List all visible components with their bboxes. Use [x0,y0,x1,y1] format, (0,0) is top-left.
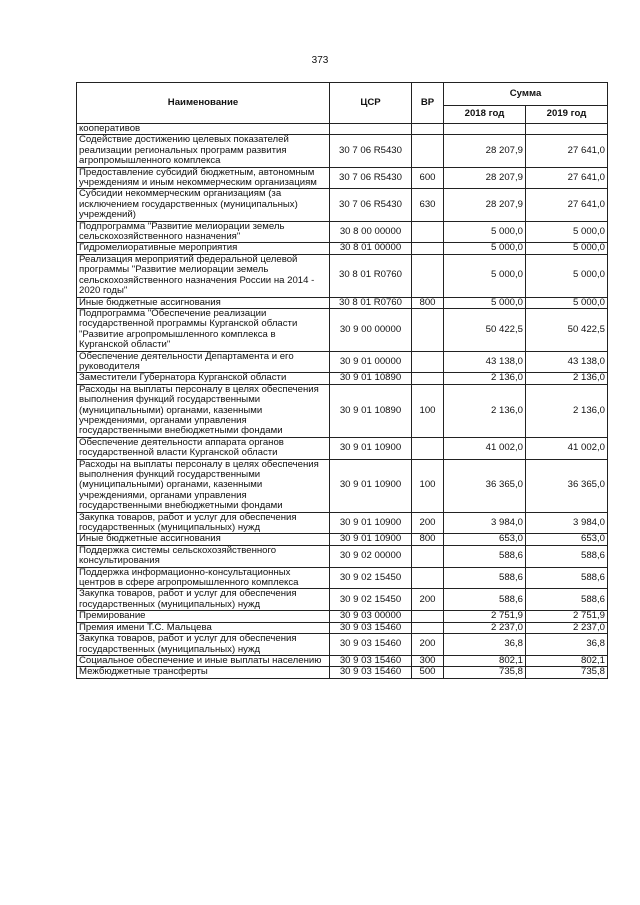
row-name-cell: Социальное обеспечение и иные выплаты населению [77,655,330,666]
row-vr-cell [412,124,444,135]
row-2018-cell: 50 422,5 [444,308,526,351]
row-2018-cell: 2 136,0 [444,373,526,384]
row-2018-cell: 41 002,0 [444,437,526,459]
row-2019-cell [526,124,608,135]
row-csr-cell: 30 9 01 10900 [330,534,412,545]
row-2019-cell: 802,1 [526,655,608,666]
row-name-cell: Иные бюджетные ассигнования [77,297,330,308]
row-vr-cell [412,221,444,243]
row-csr-cell: 30 9 03 15460 [330,655,412,666]
table-row [77,189,608,221]
row-2019-cell: 2 136,0 [526,384,608,437]
table-row [77,634,608,656]
row-2018-cell: 28 207,9 [444,135,526,167]
row-csr-cell: 30 9 01 10900 [330,512,412,534]
row-name-cell: Иные бюджетные ассигнования [77,534,330,545]
row-csr-cell: 30 9 02 15450 [330,567,412,589]
row-vr-cell: 100 [412,459,444,512]
row-2018-cell: 5 000,0 [444,254,526,297]
table-row [77,512,608,534]
row-name-cell: Расходы на выплаты персоналу в целях обеспечения выполнения функций государственными (муниципальными) органами, казенными учреждениями, органами управления государственными внебюджетными фондами [77,384,330,437]
row-name-cell: Поддержка системы сельскохозяйственного консультирования [77,545,330,567]
row-vr-cell [412,545,444,567]
row-2019-cell: 27 641,0 [526,167,608,189]
row-2019-cell: 5 000,0 [526,221,608,243]
row-2018-cell: 588,6 [444,589,526,611]
row-2019-cell: 653,0 [526,534,608,545]
row-csr-cell: 30 9 01 10890 [330,384,412,437]
header-csr: ЦСР [330,83,412,124]
row-vr-cell: 630 [412,189,444,221]
row-2018-cell: 2 237,0 [444,622,526,633]
row-name-cell: Реализация мероприятий федеральной целевой программы "Развитие мелиорации земель сельскохозяйственного назначения России на 2014 - 2020 годы" [77,254,330,297]
row-2019-cell: 5 000,0 [526,297,608,308]
row-name-cell: Закупка товаров, работ и услуг для обеспечения государственных (муниципальных) нужд [77,589,330,611]
row-2018-cell: 5 000,0 [444,243,526,254]
row-2018-cell: 2 136,0 [444,384,526,437]
table-row [77,534,608,545]
row-vr-cell [412,611,444,622]
row-name-cell: Предоставление субсидий бюджетным, автономным учреждениям и иным некоммерческим организациям [77,167,330,189]
row-csr-cell: 30 9 01 10890 [330,373,412,384]
table-row [77,567,608,589]
row-csr-cell [330,124,412,135]
row-2019-cell: 27 641,0 [526,135,608,167]
header-year-2018: 2018 год [444,106,526,124]
row-name-cell: Заместители Губернатора Курганской области [77,373,330,384]
row-name-cell: Межбюджетные трансферты [77,667,330,678]
row-csr-cell: 30 9 03 15460 [330,622,412,633]
table-row [77,611,608,622]
header-year-2019: 2019 год [526,106,608,124]
row-csr-cell: 30 7 06 R5430 [330,167,412,189]
row-2019-cell: 2 237,0 [526,622,608,633]
row-csr-cell: 30 8 01 00000 [330,243,412,254]
table-row [77,124,608,135]
row-csr-cell: 30 8 00 00000 [330,221,412,243]
row-name-cell: Закупка товаров, работ и услуг для обеспечения государственных (муниципальных) нужд [77,512,330,534]
row-name-cell: Содействие достижению целевых показателей реализации региональных программ развития агропромышленного комплекса [77,135,330,167]
row-csr-cell: 30 8 01 R0760 [330,297,412,308]
row-2018-cell: 36 365,0 [444,459,526,512]
row-csr-cell: 30 7 06 R5430 [330,189,412,221]
row-2019-cell: 27 641,0 [526,189,608,221]
row-vr-cell [412,622,444,633]
row-vr-cell [412,437,444,459]
row-csr-cell: 30 9 02 00000 [330,545,412,567]
row-name-cell: Подпрограмма "Развитие мелиорации земель сельскохозяйственного назначения" [77,221,330,243]
row-name-cell: Закупка товаров, работ и услуг для обеспечения государственных (муниципальных) нужд [77,634,330,656]
row-name-cell: Гидромелиоративные мероприятия [77,243,330,254]
row-2019-cell: 5 000,0 [526,254,608,297]
row-vr-cell [412,243,444,254]
row-vr-cell [412,308,444,351]
row-2019-cell: 5 000,0 [526,243,608,254]
row-name-cell: кооперативов [77,124,330,135]
row-2019-cell: 735,8 [526,667,608,678]
row-vr-cell [412,373,444,384]
row-vr-cell: 200 [412,512,444,534]
row-vr-cell: 100 [412,384,444,437]
table-row [77,589,608,611]
row-name-cell: Премирование [77,611,330,622]
row-2018-cell: 5 000,0 [444,297,526,308]
header-sum: Сумма [444,83,608,106]
row-2019-cell: 588,6 [526,545,608,567]
row-2018-cell: 802,1 [444,655,526,666]
table-row [77,167,608,189]
row-vr-cell: 200 [412,589,444,611]
row-name-cell: Премия имени Т.С. Мальцева [77,622,330,633]
table-row [77,373,608,384]
row-csr-cell: 30 9 00 00000 [330,308,412,351]
row-2018-cell: 588,6 [444,545,526,567]
row-csr-cell: 30 8 01 R0760 [330,254,412,297]
row-2019-cell: 36,8 [526,634,608,656]
row-csr-cell: 30 9 02 15450 [330,589,412,611]
row-name-cell: Расходы на выплаты персоналу в целях обеспечения выполнения функций государственными (муниципальными) органами, казенными учреждениями, органами управления государственными внебюджетными фондами [77,459,330,512]
header-name: Наименование [77,83,330,124]
row-vr-cell: 200 [412,634,444,656]
row-csr-cell: 30 9 01 10900 [330,437,412,459]
table-row [77,351,608,373]
row-vr-cell: 800 [412,534,444,545]
row-vr-cell: 600 [412,167,444,189]
row-name-cell: Субсидии некоммерческим организациям (за исключением государственных (муниципальных) учреждений) [77,189,330,221]
table-row [77,667,608,678]
row-2018-cell [444,124,526,135]
row-2019-cell: 50 422,5 [526,308,608,351]
row-csr-cell: 30 9 01 10900 [330,459,412,512]
table-row [77,459,608,512]
row-2019-cell: 588,6 [526,589,608,611]
row-vr-cell: 800 [412,297,444,308]
budget-table [76,82,608,679]
row-vr-cell [412,254,444,297]
row-vr-cell [412,351,444,373]
row-2018-cell: 3 984,0 [444,512,526,534]
row-2018-cell: 2 751,9 [444,611,526,622]
row-csr-cell: 30 9 03 15460 [330,634,412,656]
row-vr-cell: 500 [412,667,444,678]
row-name-cell: Обеспечение деятельности аппарата органов государственной власти Курганской области [77,437,330,459]
row-name-cell: Обеспечение деятельности Департамента и его руководителя [77,351,330,373]
row-2018-cell: 5 000,0 [444,221,526,243]
table-row [77,308,608,351]
page-number: 373 [311,55,329,66]
header-vr: ВР [412,83,444,124]
row-csr-cell: 30 9 01 00000 [330,351,412,373]
table-body [77,124,608,679]
row-2019-cell: 3 984,0 [526,512,608,534]
table-row [77,384,608,437]
table-row [77,655,608,666]
row-2018-cell: 653,0 [444,534,526,545]
row-2018-cell: 28 207,9 [444,189,526,221]
table-row [77,437,608,459]
row-2019-cell: 36 365,0 [526,459,608,512]
table-row [77,545,608,567]
table-row [77,221,608,243]
row-2019-cell: 43 138,0 [526,351,608,373]
table-row [77,254,608,297]
row-2018-cell: 588,6 [444,567,526,589]
row-name-cell: Поддержка информационно-консультационных центров в сфере агропромышленного комплекса [77,567,330,589]
row-vr-cell: 300 [412,655,444,666]
row-csr-cell: 30 9 03 00000 [330,611,412,622]
row-2019-cell: 2 136,0 [526,373,608,384]
table-row [77,622,608,633]
row-vr-cell [412,135,444,167]
table-row [77,243,608,254]
row-csr-cell: 30 9 03 15460 [330,667,412,678]
table-row [77,135,608,167]
row-2019-cell: 41 002,0 [526,437,608,459]
row-name-cell: Подпрограмма "Обеспечение реализации государственной программы Курганской области "Развитие агропромышленного комплекса в Курганской области" [77,308,330,351]
row-vr-cell [412,567,444,589]
row-csr-cell: 30 7 06 R5430 [330,135,412,167]
row-2018-cell: 28 207,9 [444,167,526,189]
row-2019-cell: 588,6 [526,567,608,589]
row-2018-cell: 36,8 [444,634,526,656]
row-2018-cell: 43 138,0 [444,351,526,373]
row-2018-cell: 735,8 [444,667,526,678]
table-row [77,297,608,308]
row-2019-cell: 2 751,9 [526,611,608,622]
